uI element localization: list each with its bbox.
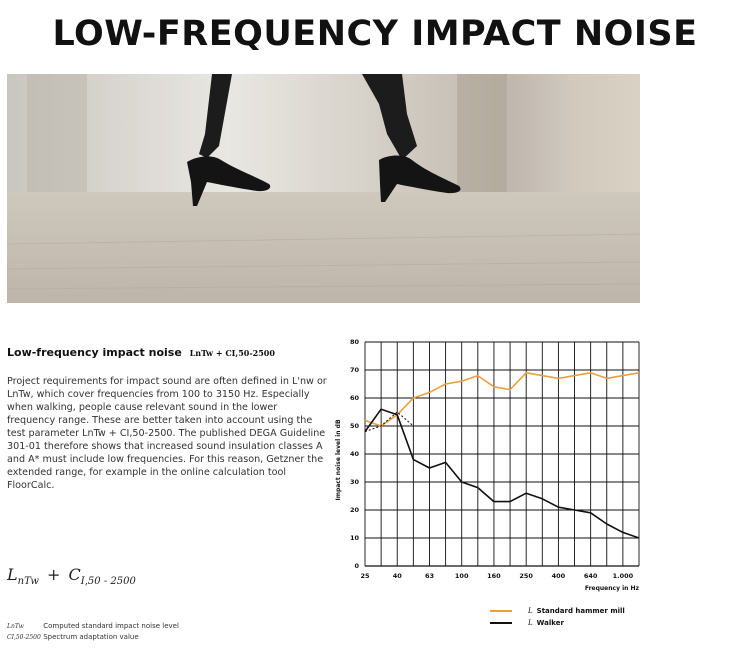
formula (7, 565, 136, 587)
legend-symbol: L (528, 607, 533, 615)
x-tick-label: 40 (392, 572, 402, 580)
x-tick-label: 1.000 (612, 572, 634, 580)
x-tick-label: 400 (551, 572, 566, 580)
formula-base-sub: nTw (17, 576, 39, 588)
y-tick-label: 10 (349, 534, 359, 542)
x-tick-labels (360, 572, 633, 580)
legend-label: Standard hammer mill (536, 607, 625, 615)
section-heading-text: Low-frequency impact noise (7, 346, 182, 359)
x-axis-title: Frequency in Hz (584, 585, 639, 592)
legend-symbol: L (528, 619, 533, 627)
section-heading-formula: LnTw + CI,50-2500 (189, 348, 275, 358)
formula-base: L (7, 565, 18, 584)
series-walker-line (365, 409, 639, 538)
definition-symbol: CI,50-2500 (7, 634, 41, 641)
legend-swatch (490, 622, 512, 624)
section-heading (7, 346, 275, 359)
y-axis-title: Impact noise level in dB (335, 419, 342, 501)
walking-photo (7, 74, 640, 303)
x-tick-label: 63 (424, 572, 434, 580)
legend-item (490, 619, 564, 627)
y-tick-label: 40 (349, 450, 359, 458)
y-tick-label: 60 (349, 394, 359, 402)
y-tick-label: 70 (349, 366, 359, 374)
legend-label: Walker (536, 619, 564, 627)
x-tick-label: 25 (360, 572, 370, 580)
y-tick-labels (350, 338, 360, 570)
definition-symbol: LnTw (7, 623, 24, 630)
y-tick-label: 30 (349, 478, 359, 486)
impact-noise-chart (330, 330, 645, 600)
body-paragraph: Project requirements for impact sound are often defined in L'nw or LnTw, which cover frequencies from 100 to 3150 Hz. Especially when walking, people cause relevant sound in the lower frequency range. These are better taken into account using the test parameter LnTw + CI,50-2500. The published DEGA Guideline 301-01 therefore shows that increased sound insulation classes A and A* must include low frequencies. For this reason, Getzner the extended range, for example in the online calculation tool FloorCalc. (7, 376, 327, 491)
x-tick-label: 100 (454, 572, 469, 580)
x-tick-label: 160 (487, 572, 501, 580)
y-tick-label: 80 (349, 338, 359, 346)
x-tick-label: 640 (583, 572, 598, 580)
definition-text: Computed standard impact noise level (43, 622, 179, 630)
formula-plus: + (47, 565, 61, 584)
x-tick-label: 250 (519, 572, 533, 580)
formula-c: C (68, 565, 81, 584)
y-tick-label: 0 (354, 562, 359, 570)
series-standard-hammer-mill-line (365, 373, 639, 426)
page-title: LOW-FREQUENCY IMPACT NOISE (52, 14, 698, 54)
definition-row (7, 633, 139, 641)
y-tick-label: 20 (349, 506, 359, 514)
formula-c-sub: I,50 - 2500 (80, 576, 136, 588)
definition-row (7, 622, 179, 630)
definition-text: Spectrum adaptation value (43, 633, 139, 641)
legend-item (490, 607, 625, 615)
legend-swatch (490, 610, 512, 612)
y-tick-label: 50 (349, 422, 359, 430)
